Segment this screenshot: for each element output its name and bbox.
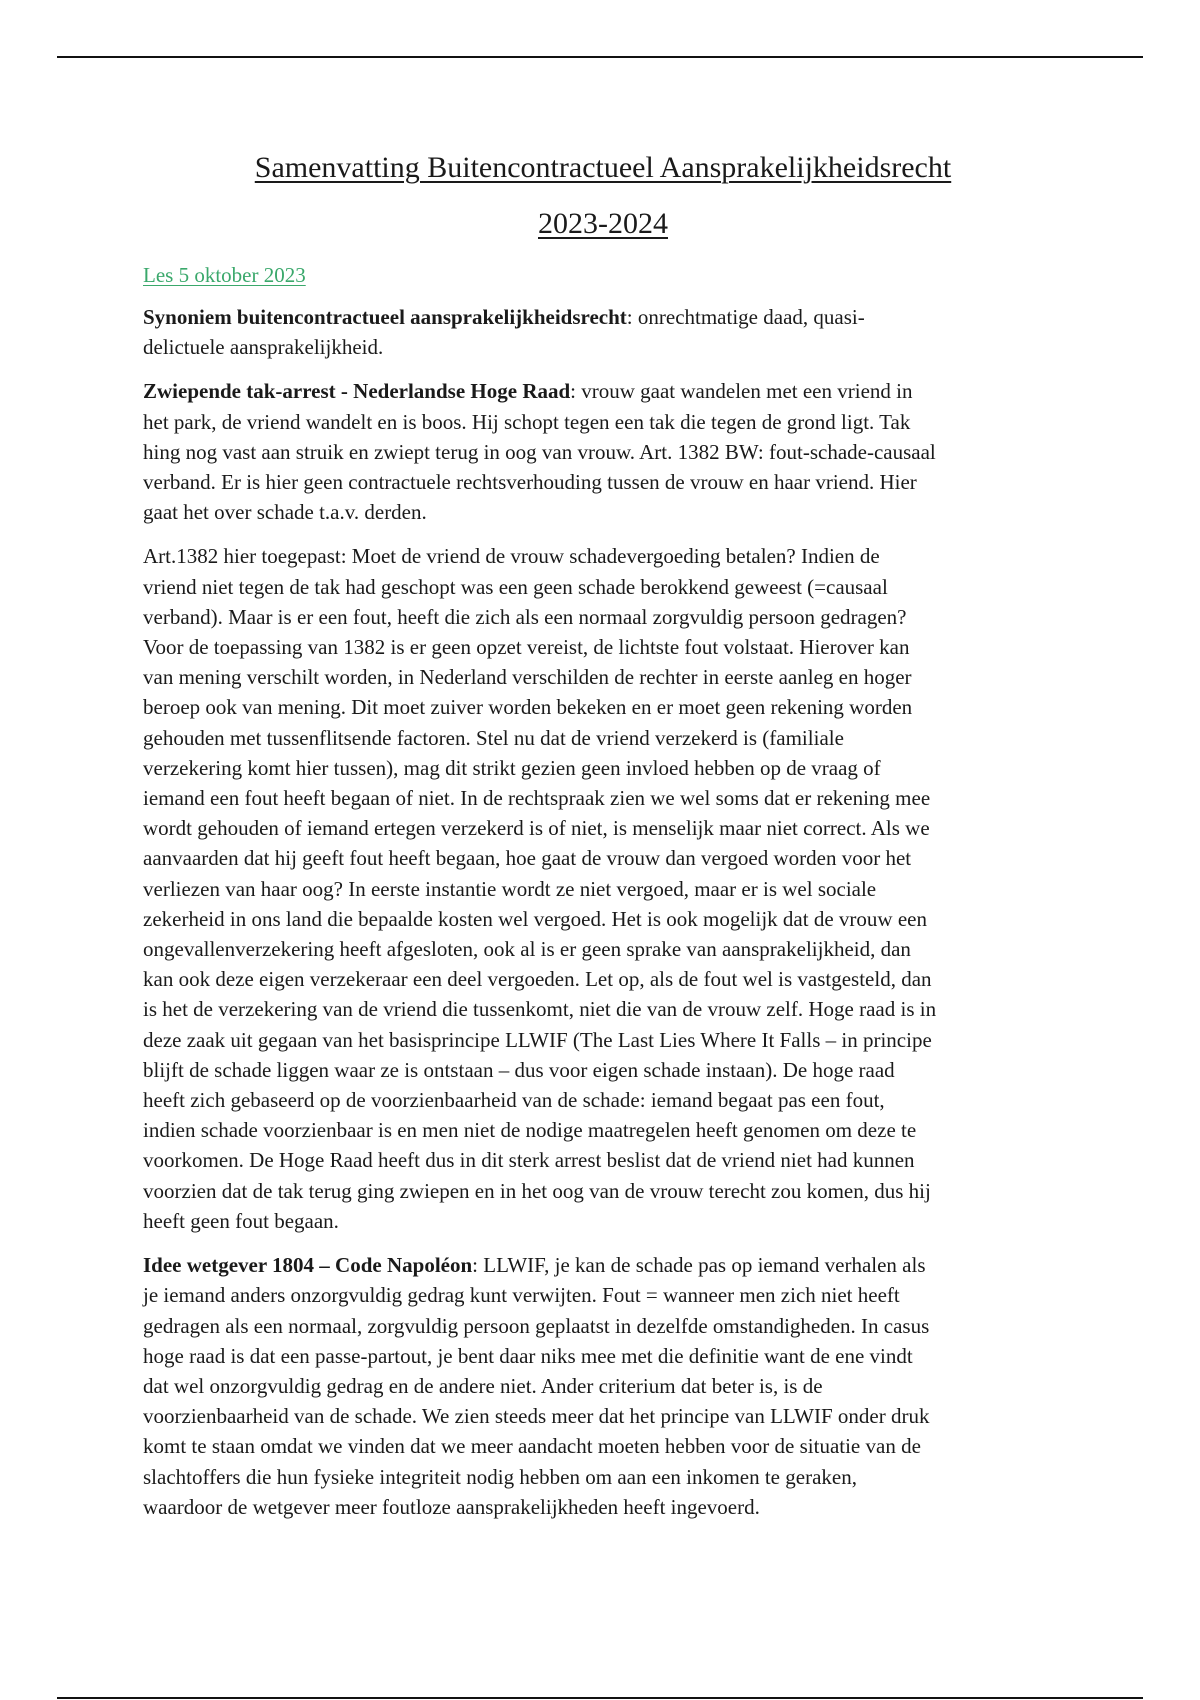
paragraph-text: Art.1382 hier toegepast: Moet de vriend de vrouw schadevergoeding betalen? Indien de vriend niet tegen de tak had geschopt was een geen schade berokkend geweest (=causaal verband). Maar is er een fout, heeft die zich als een normaal zorgvuldig persoon gedragen? Voor de toepassing van 1382 is er geen opzet vereist, de lichtste fout volstaat. Hierover kan van mening verschilt worden, in Nederland verschilden de rechter in eerste aanleg en hoger beroep ook van mening. Dit moet zuiver worden bekeken en er moet geen rekening worden gehouden met tussenflitsende factoren. Stel nu dat de vriend verzekerd is (familiale verzekering komt hier tussen), mag dit strikt gezien geen invloed hebben op de vraag of iemand een fout heeft begaan of niet. In de rechtspraak zien we wel soms dat er rekening mee wordt gehouden of iemand ertegen verzekerd is of niet, is menselijk maar niet correct. Als we aanvaarden dat hij geeft fout heeft begaan, hoe gaat de vrouw dan vergoed worden voor het verliezen van haar oog? In eerste instantie wordt ze niet vergoed, maar er is wel sociale zekerheid in ons land die bepaalde kosten wel vergoed. Het is ook mogelijk dat de vrouw een ongevallenverzekering heeft afgesloten, ook al is er geen sprake van aansprakelijkheid, dan kan ook deze eigen verzekeraar een deel vergoeden. Let op, als de fout wel is vastgesteld, dan is het de verzekering van de vriend die tussenkomt, niet die van de vrouw zelf. Hoge raad is in deze zaak uit gegaan van het basisprincipe LLWIF (The Last Lies Where It Falls – in principe blijft de schade liggen waar ze is ontstaan – dus voor eigen schade instaan). De hoge raad heeft zich gebaseerd op de voorzienbaarheid van de schade: iemand begaat pas een fout, indien schade voorzienbaar is en men niet de nodige maatregelen heeft genomen om deze te voorkomen. De Hoge Raad heeft dus in dit sterk arrest beslist dat de vriend niet had kunnen voorzien dat de tak terug ging zwiepen en in het oog van de vrouw terecht zou komen, dus hij heeft geen fout begaan. xyxy=(143,544,937,1233)
paragraph-term: Idee wetgever 1804 – Code Napoléon xyxy=(143,1253,473,1278)
paragraph-zwiepende-tak xyxy=(143,376,1063,527)
paragraph-text: : LLWIF, je kan de schade pas op iemand verhalen als je iemand anders onzorgvuldig gedrag kunt verwijten. Fout = wanneer men zich niet heeft gedragen als een normaal, zorgvuldig persoon geplaatst in dezelfde omstandigheden. In casus hoge raad is dat een passe-partout, je bent daar niks mee met die definitie want de ene vindt dat wel onzorgvuldig gedrag en de andere niet. Ander criterium dat beter is, is de voorzienbaarheid van de schade. We zien steeds meer dat het principe van LLWIF onder druk komt te staan omdat we vinden dat we meer aandacht moeten hebben voor de situatie van de slachtoffers die hun fysieke integriteit nodig hebben om aan een inkomen te geraken, waardoor de wetgever meer foutloze aansprakelijkheden heeft ingevoerd. xyxy=(143,1253,930,1519)
paragraph-code-napoleon xyxy=(143,1250,1063,1522)
document-title xyxy=(143,140,1063,252)
lesson-heading: Les 5 oktober 2023 xyxy=(143,263,306,287)
header-rule xyxy=(57,56,1143,58)
footer-rule xyxy=(57,1697,1143,1699)
paragraph-term: Synoniem buitencontractueel aansprakelijkheidsrecht xyxy=(143,305,627,329)
paragraph-art-1382 xyxy=(143,541,1063,1236)
paragraph-synonym xyxy=(143,302,1063,362)
title-line-1: Samenvatting Buitencontractueel Aansprakelijkheidsrecht xyxy=(254,151,952,184)
title-line-2: 2023-2024 xyxy=(538,207,668,240)
paragraph-text: : vrouw gaat wandelen met een vriend in het park, de vriend wandelt en is boos. Hij schopt tegen een tak die tegen de grond ligt. Tak hing nog vast aan struik en zwiept terug in oog van vrouw. Art. 1382 BW: fout-schade-causaal verband. Er is hier geen contractuele rechtsverhouding tussen de vrouw en haar vriend. Hier gaat het over schade t.a.v. derden. xyxy=(143,379,936,525)
document-page xyxy=(143,140,1063,1536)
paragraph-text: : onrechtmatige daad, quasi- delictuele aansprakelijkheid. xyxy=(143,305,865,360)
paragraph-term: Zwiepende tak-arrest - Nederlandse Hoge Raad xyxy=(143,379,571,404)
